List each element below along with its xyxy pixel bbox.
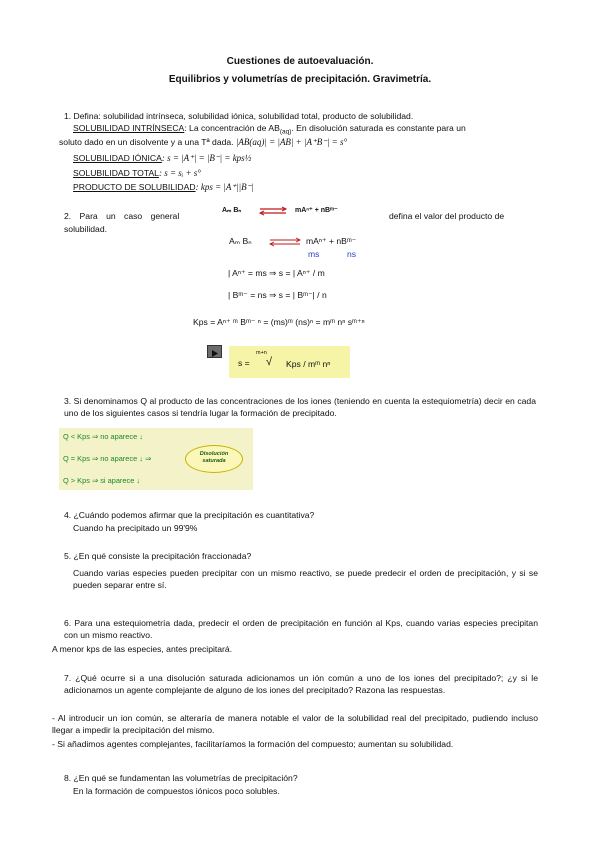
s-formula-left: s = bbox=[238, 358, 250, 368]
q7-answer1: - Al introducir un ion común, se alteraría de manera notable el valor de la solubilidad real del precipitado, pudiendo incluso llegar a impedir la precipitación del mismo. bbox=[52, 713, 538, 735]
q7-answer2: - Si añadimos agentes complejantes, facilitaríamos la formación del compuesto; aumentan su solubilidad. bbox=[52, 739, 454, 749]
eq-top-right: mAⁿ⁺ + nBᵐ⁻ bbox=[295, 207, 338, 214]
q1-ionica-line bbox=[73, 153, 251, 165]
q3-row2: Q = Kps ⇒ no aparece ↓ ⇒ bbox=[63, 454, 152, 463]
formula-intrinseca: |AB(aq)| = |AB| + |A⁺B⁻| = s° bbox=[235, 137, 348, 147]
bubble-line1: Disolución bbox=[199, 451, 229, 457]
q1-producto-line bbox=[73, 182, 254, 194]
formula-total: : s = sᵢ + s° bbox=[158, 168, 201, 178]
eq-line-a: | Aⁿ⁺ = ms ⇒ s = | Aⁿ⁺ / m bbox=[228, 268, 325, 278]
q3-row3: Q > Kps ⇒ si aparece ↓ bbox=[63, 476, 141, 485]
def-intrinseca-a: : La concentración de AB bbox=[184, 123, 280, 133]
eq-line-b: | Bᵐ⁻ = ns ⇒ s = | Bᵐ⁻| / n bbox=[228, 290, 327, 300]
s-formula-root: √ bbox=[266, 356, 273, 368]
def-intrinseca-b: . En disolución saturada es constante para un bbox=[291, 123, 466, 133]
play-triangle-icon bbox=[208, 348, 221, 359]
q5-answer: Cuando varias especies pueden precipitar con un mismo reactivo, se puede predecir el orden de precipitación, y si se pueden separar entre sí. bbox=[73, 568, 538, 590]
q3-table bbox=[59, 428, 253, 490]
eq-main-left: Aₘ Bₙ bbox=[229, 236, 252, 246]
def-intrinseca-c: soluto dado en un disolvente y a una Tª dada. bbox=[59, 137, 234, 147]
q5-question: 5. ¿En qué consiste la precipitación fraccionada? bbox=[64, 551, 252, 561]
equilibrium-arrow-main bbox=[268, 237, 302, 247]
equilibrium-arrow-top bbox=[258, 206, 288, 216]
q8-question: 8. ¿En qué se fundamentan las volumetrías de precipitación? bbox=[64, 773, 298, 783]
q2-tail: defina el valor del producto de bbox=[389, 211, 505, 221]
q8-answer: En la formación de compuestos iónicos poco solubles. bbox=[73, 786, 280, 796]
saturated-bubble bbox=[185, 445, 243, 473]
eq-main-right: mAⁿ⁺ + nBᵐ⁻ bbox=[306, 236, 357, 246]
formula-ionica: : s = |A⁺| = |B⁻| = kps½ bbox=[161, 153, 252, 163]
def-intrinseca-sub: (aq) bbox=[279, 128, 292, 136]
q3-text: 3. Si denominamos Q al producto de las concentraciones de los iones (teniendo en cuenta la estequiometría) decir en cada uno de los siguientes casos si tendría lugar la formación de precipitado. bbox=[64, 396, 536, 418]
page-title: Cuestiones de autoevaluación. bbox=[226, 56, 374, 67]
q4-question: 4. ¿Cuándo podemos afirmar que la precipitación es cuantitativa? bbox=[64, 510, 315, 520]
formula-producto: : kps = |A⁺||B⁻| bbox=[195, 182, 254, 192]
term-producto: PRODUCTO DE SOLUBILIDAD bbox=[73, 182, 196, 192]
q4-answer: Cuando ha precipitado un 99'9% bbox=[73, 523, 198, 533]
s-formula-right: Kps / mᵐ nⁿ bbox=[286, 359, 331, 369]
eq-ns: ns bbox=[347, 249, 357, 259]
q2-lead2: solubilidad. bbox=[64, 224, 107, 234]
q7-question: 7. ¿Qué ocurre si a una disolución saturada adicionamos un ión común a uno de los iones del precipitado?; ¿y si le adicionamos un agente complejante de alguno de los iones del precipitado? Razona las respuestas. bbox=[64, 673, 538, 695]
term-intrinseca: SOLUBILIDAD INTRÍNSECA bbox=[73, 123, 185, 133]
q6-question: 6. Para una estequiometría dada, predecir el orden de precipitación en función al Kps, cuando varias especies precipitan con un mismo reactivo. bbox=[64, 618, 538, 640]
q1-question: 1. Defina: solubilidad intrínseca, solubilidad iónica, solubilidad total, producto de solubilidad. bbox=[64, 111, 414, 121]
eq-ms: ms bbox=[308, 249, 320, 259]
s-formula-box bbox=[229, 346, 350, 378]
play-icon[interactable] bbox=[207, 345, 222, 358]
term-total: SOLUBILIDAD TOTAL bbox=[73, 168, 159, 178]
q1-intrinseca-line2 bbox=[59, 137, 347, 149]
eq-top-left: Aₘ Bₙ bbox=[222, 207, 242, 214]
q3-row1: Q < Kps ⇒ no aparece ↓ bbox=[63, 432, 143, 441]
q6-answer: A menor kps de las especies, antes precipitará. bbox=[52, 644, 233, 654]
q1-total-line bbox=[73, 168, 201, 180]
kps-line: Kps = Aⁿ⁺ ᵐ Bᵐ⁻ ⁿ = (ms)ᵐ (ns)ⁿ = mᵐ nⁿ sᵐ⁺ⁿ bbox=[193, 317, 365, 327]
page-subtitle: Equilibrios y volumetrías de precipitación. Gravimetría. bbox=[168, 74, 432, 85]
s-formula-index: m+n bbox=[256, 350, 267, 356]
q2-lead: 2. Para un caso general bbox=[64, 211, 180, 221]
term-ionica: SOLUBILIDAD IÓNICA bbox=[73, 153, 162, 163]
bubble-line2: saturada bbox=[202, 458, 226, 464]
